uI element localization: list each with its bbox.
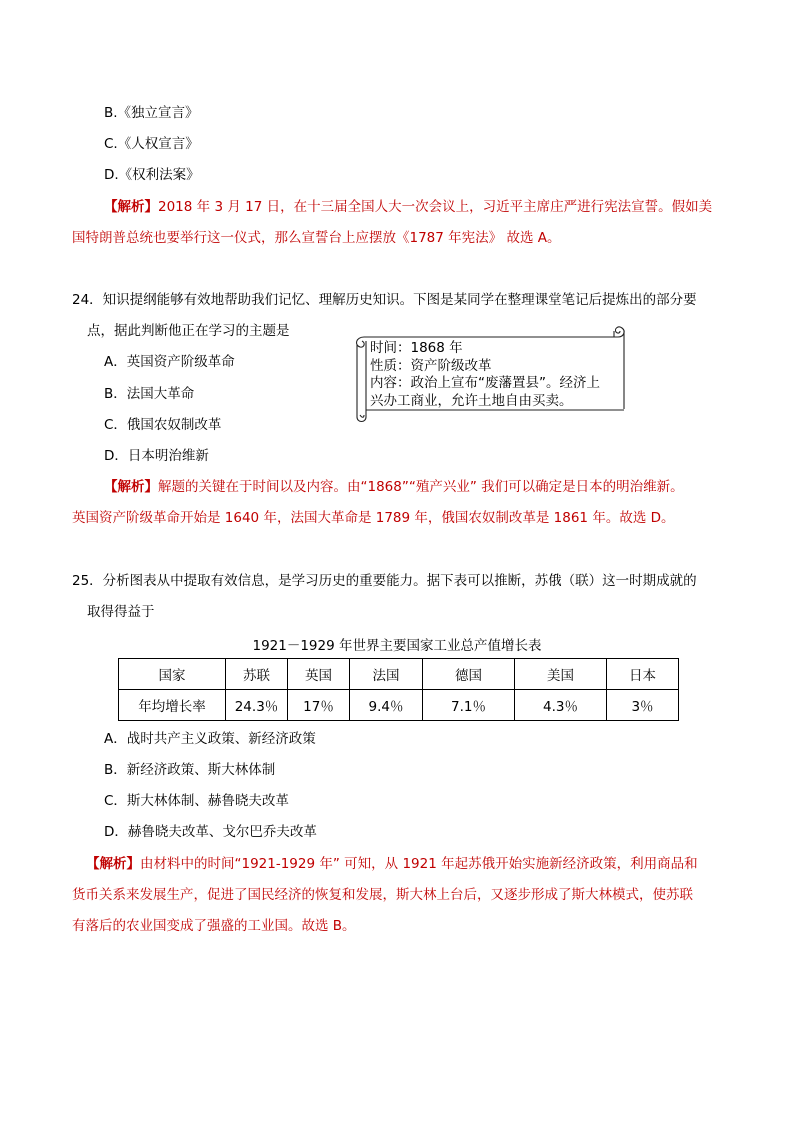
table-cell: 美国 <box>515 659 607 690</box>
q24-analysis-line-1 <box>104 478 684 496</box>
q23-analysis-line-1 <box>104 198 712 216</box>
analysis-text: 2018 年 3 月 17 日，在十三届全国人大一次会议上，习近平主席庄严进行宪法宣誓。假如美 <box>158 199 713 215</box>
table-cell: 7.1％ <box>423 690 515 721</box>
analysis-text: 解题的关键在于时间以及内容。由“1868”“殖产兴业” 我们可以确定是日本的明治维新。 <box>158 479 684 495</box>
note-line-content: 内容：政治上宣布“废藩置县”。经济上 <box>370 375 600 391</box>
q24-stem-line-2: 点，据此判断他正在学习的主题是 <box>87 323 290 339</box>
growth-table <box>118 658 679 721</box>
q24-stem-line-1: 24．知识提纲能够有效地帮助我们记忆、理解历史知识。下图是某同学在整理课堂笔记后提炼出的部分要 <box>72 292 697 308</box>
analysis-text: 由材料中的时间“1921-1929 年” 可知，从 1921 年起苏俄开始实施新经济政策，利用商品和 <box>140 856 698 872</box>
note-content <box>370 340 600 410</box>
table-cell: 英国 <box>288 659 350 690</box>
table-cell: 17％ <box>288 690 350 721</box>
q23-analysis-line-2: 国特朗普总统也要举行这一仪式，那么宣誓台上应摆放《1787 年宪法》 故选 A。 <box>72 230 561 246</box>
table-cell: 3％ <box>607 690 679 721</box>
table-cell: 年均增长率 <box>119 690 226 721</box>
analysis-tag: 【解析】 <box>86 856 140 872</box>
q24-option-a: A．英国资产阶级革命 <box>104 354 235 370</box>
note-line-nature: 性质：资产阶级改革 <box>370 357 492 374</box>
table-cell: 24.3％ <box>226 690 288 721</box>
q23-option-c: C.《人权宣言》 <box>104 136 199 152</box>
q25-analysis-line-2: 货币关系来发展生产，促进了国民经济的恢复和发展，斯大林上台后，又逐步形成了斯大林模式，使苏联 <box>72 887 693 903</box>
q24-option-d: D．日本明治维新 <box>104 448 209 464</box>
table-cell: 9.4％ <box>350 690 423 721</box>
q25-stem-line-2: 取得得益于 <box>87 604 155 620</box>
q25-option-b: B．新经济政策、斯大林体制 <box>104 762 276 778</box>
q25-stem-line-1: 25．分析图表从中提取有效信息，是学习历史的重要能力。据下表可以推断，苏俄（联）这一时期成就的 <box>72 573 697 589</box>
q25-analysis-line-1 <box>86 855 698 873</box>
table-title: 1921－1929 年世界主要国家工业总产值增长表 <box>252 638 542 654</box>
analysis-tag: 【解析】 <box>104 199 158 215</box>
q25-option-a: A．战时共产主义政策、新经济政策 <box>104 731 316 747</box>
table-cell: 德国 <box>423 659 515 690</box>
note-line-time: 时间：1868 年 <box>370 340 463 356</box>
analysis-tag: 【解析】 <box>104 479 158 495</box>
q23-option-d: D.《权利法案》 <box>104 167 200 183</box>
table-header-row <box>119 659 679 690</box>
q25-option-d: D．赫鲁晓夫改革、戈尔巴乔夫改革 <box>104 824 317 840</box>
table-cell: 4.3％ <box>515 690 607 721</box>
table-cell: 苏联 <box>226 659 288 690</box>
q25-analysis-line-3: 有落后的农业国变成了强盛的工业国。故选 B。 <box>72 918 356 934</box>
note-line-content-2: 兴办工商业，允许土地自由买卖。 <box>370 392 573 409</box>
table-cell: 国家 <box>119 659 226 690</box>
note-scroll <box>352 323 627 425</box>
q24-analysis-line-2: 英国资产阶级革命开始是 1640 年，法国大革命是 1789 年，俄国农奴制改革是 1861 年。故选 D。 <box>72 510 675 526</box>
q23-option-b: B.《独立宣言》 <box>104 105 199 121</box>
table-cell: 法国 <box>350 659 423 690</box>
q24-option-b: B．法国大革命 <box>104 386 195 402</box>
table-row <box>119 690 679 721</box>
q24-option-c: C．俄国农奴制改革 <box>104 417 222 433</box>
table-cell: 日本 <box>607 659 679 690</box>
q25-option-c: C．斯大林体制、赫鲁晓夫改革 <box>104 793 289 809</box>
